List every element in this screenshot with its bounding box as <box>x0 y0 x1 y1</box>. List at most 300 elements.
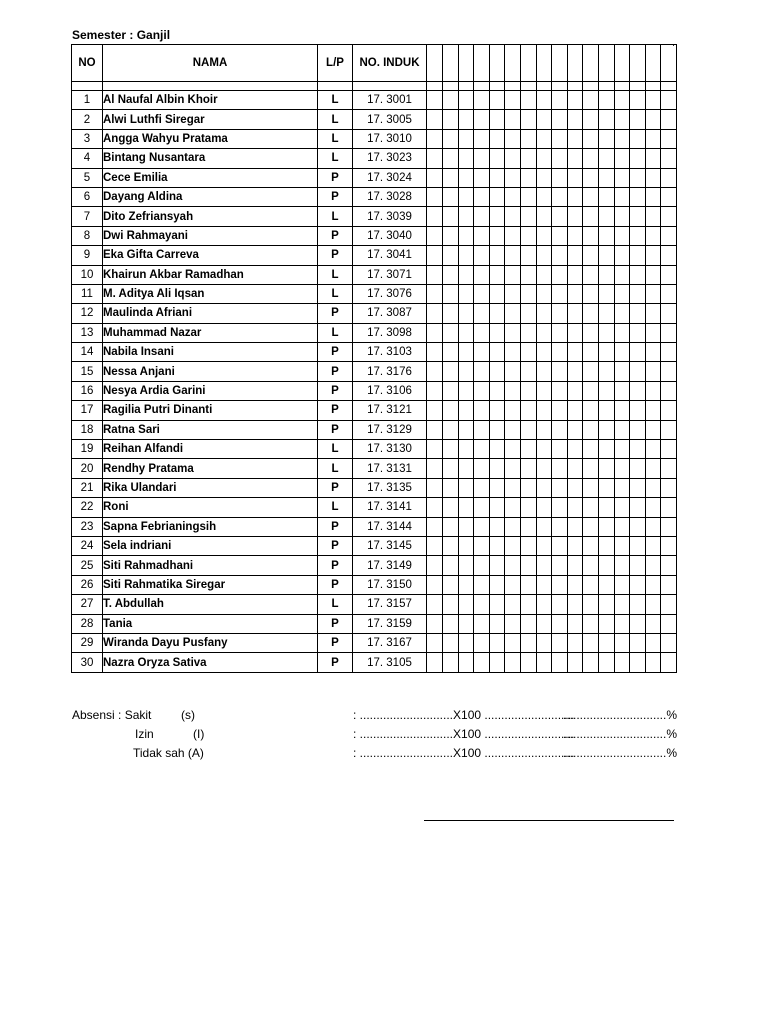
attendance-cell[interactable] <box>645 246 661 265</box>
attendance-cell[interactable] <box>474 595 490 614</box>
attendance-cell[interactable] <box>505 110 521 129</box>
attendance-cell[interactable] <box>661 246 677 265</box>
attendance-cell[interactable] <box>583 168 599 187</box>
attendance-cell[interactable] <box>567 265 583 284</box>
attendance-cell[interactable] <box>552 401 568 420</box>
attendance-cell[interactable] <box>443 265 459 284</box>
attendance-cell[interactable] <box>598 226 614 245</box>
attendance-cell[interactable] <box>536 149 552 168</box>
attendance-cell[interactable] <box>614 517 630 536</box>
attendance-cell[interactable] <box>458 265 474 284</box>
attendance-cell[interactable] <box>567 343 583 362</box>
attendance-cell[interactable] <box>505 440 521 459</box>
attendance-cell[interactable] <box>645 633 661 652</box>
attendance-cell[interactable] <box>645 420 661 439</box>
attendance-cell[interactable] <box>427 459 443 478</box>
attendance-cell[interactable] <box>458 478 474 497</box>
attendance-cell[interactable] <box>474 304 490 323</box>
attendance-cell[interactable] <box>661 207 677 226</box>
attendance-cell[interactable] <box>552 304 568 323</box>
attendance-cell[interactable] <box>645 168 661 187</box>
attendance-cell[interactable] <box>630 595 646 614</box>
attendance-cell[interactable] <box>536 401 552 420</box>
attendance-cell[interactable] <box>520 633 536 652</box>
attendance-cell[interactable] <box>567 129 583 148</box>
attendance-cell[interactable] <box>474 498 490 517</box>
attendance-cell[interactable] <box>489 246 505 265</box>
attendance-cell[interactable] <box>505 498 521 517</box>
attendance-cell[interactable] <box>536 459 552 478</box>
attendance-cell[interactable] <box>520 323 536 342</box>
attendance-cell[interactable] <box>567 381 583 400</box>
attendance-cell[interactable] <box>598 91 614 110</box>
attendance-cell[interactable] <box>505 304 521 323</box>
attendance-cell[interactable] <box>489 343 505 362</box>
attendance-cell[interactable] <box>661 226 677 245</box>
attendance-cell[interactable] <box>583 110 599 129</box>
attendance-cell[interactable] <box>505 207 521 226</box>
attendance-cell[interactable] <box>443 168 459 187</box>
attendance-cell[interactable] <box>552 478 568 497</box>
attendance-cell[interactable] <box>443 226 459 245</box>
attendance-cell[interactable] <box>474 343 490 362</box>
attendance-cell[interactable] <box>536 440 552 459</box>
attendance-cell[interactable] <box>427 110 443 129</box>
attendance-cell[interactable] <box>567 362 583 381</box>
attendance-cell[interactable] <box>630 91 646 110</box>
attendance-cell[interactable] <box>583 91 599 110</box>
attendance-cell[interactable] <box>614 304 630 323</box>
attendance-cell[interactable] <box>458 633 474 652</box>
attendance-cell[interactable] <box>598 149 614 168</box>
attendance-cell[interactable] <box>458 420 474 439</box>
attendance-cell[interactable] <box>661 323 677 342</box>
attendance-cell[interactable] <box>630 110 646 129</box>
attendance-cell[interactable] <box>520 246 536 265</box>
attendance-cell[interactable] <box>583 187 599 206</box>
attendance-cell[interactable] <box>567 440 583 459</box>
attendance-cell[interactable] <box>427 91 443 110</box>
attendance-cell[interactable] <box>645 381 661 400</box>
attendance-cell[interactable] <box>443 323 459 342</box>
attendance-cell[interactable] <box>489 595 505 614</box>
attendance-cell[interactable] <box>489 401 505 420</box>
attendance-cell[interactable] <box>598 478 614 497</box>
attendance-cell[interactable] <box>443 246 459 265</box>
attendance-cell[interactable] <box>661 149 677 168</box>
attendance-cell[interactable] <box>645 343 661 362</box>
attendance-cell[interactable] <box>630 420 646 439</box>
attendance-cell[interactable] <box>520 498 536 517</box>
attendance-cell[interactable] <box>598 536 614 555</box>
attendance-cell[interactable] <box>645 459 661 478</box>
attendance-cell[interactable] <box>489 149 505 168</box>
attendance-cell[interactable] <box>598 498 614 517</box>
attendance-cell[interactable] <box>505 420 521 439</box>
attendance-cell[interactable] <box>489 129 505 148</box>
attendance-cell[interactable] <box>567 304 583 323</box>
attendance-cell[interactable] <box>552 362 568 381</box>
attendance-cell[interactable] <box>474 226 490 245</box>
attendance-cell[interactable] <box>645 478 661 497</box>
attendance-cell[interactable] <box>598 595 614 614</box>
attendance-cell[interactable] <box>614 653 630 672</box>
attendance-cell[interactable] <box>536 168 552 187</box>
attendance-cell[interactable] <box>614 284 630 303</box>
attendance-cell[interactable] <box>645 595 661 614</box>
attendance-cell[interactable] <box>567 498 583 517</box>
attendance-cell[interactable] <box>567 149 583 168</box>
attendance-cell[interactable] <box>630 498 646 517</box>
attendance-cell[interactable] <box>630 304 646 323</box>
attendance-cell[interactable] <box>598 110 614 129</box>
attendance-cell[interactable] <box>427 265 443 284</box>
attendance-cell[interactable] <box>583 246 599 265</box>
attendance-cell[interactable] <box>427 440 443 459</box>
attendance-cell[interactable] <box>614 595 630 614</box>
attendance-cell[interactable] <box>614 556 630 575</box>
attendance-cell[interactable] <box>489 323 505 342</box>
attendance-cell[interactable] <box>474 633 490 652</box>
attendance-cell[interactable] <box>427 381 443 400</box>
attendance-cell[interactable] <box>427 246 443 265</box>
attendance-cell[interactable] <box>567 207 583 226</box>
attendance-cell[interactable] <box>458 614 474 633</box>
attendance-cell[interactable] <box>489 633 505 652</box>
attendance-cell[interactable] <box>614 149 630 168</box>
attendance-cell[interactable] <box>474 440 490 459</box>
attendance-cell[interactable] <box>661 129 677 148</box>
attendance-cell[interactable] <box>458 91 474 110</box>
attendance-cell[interactable] <box>474 149 490 168</box>
attendance-cell[interactable] <box>583 536 599 555</box>
attendance-cell[interactable] <box>661 401 677 420</box>
attendance-cell[interactable] <box>489 614 505 633</box>
attendance-cell[interactable] <box>614 323 630 342</box>
attendance-cell[interactable] <box>645 517 661 536</box>
attendance-cell[interactable] <box>520 304 536 323</box>
attendance-cell[interactable] <box>536 284 552 303</box>
attendance-cell[interactable] <box>598 440 614 459</box>
attendance-cell[interactable] <box>536 110 552 129</box>
attendance-cell[interactable] <box>598 362 614 381</box>
attendance-cell[interactable] <box>598 575 614 594</box>
attendance-cell[interactable] <box>520 653 536 672</box>
attendance-cell[interactable] <box>661 653 677 672</box>
attendance-cell[interactable] <box>443 91 459 110</box>
attendance-cell[interactable] <box>614 187 630 206</box>
attendance-cell[interactable] <box>458 343 474 362</box>
attendance-cell[interactable] <box>443 536 459 555</box>
attendance-cell[interactable] <box>661 420 677 439</box>
attendance-cell[interactable] <box>567 284 583 303</box>
attendance-cell[interactable] <box>443 595 459 614</box>
attendance-cell[interactable] <box>536 265 552 284</box>
attendance-cell[interactable] <box>614 498 630 517</box>
attendance-cell[interactable] <box>645 129 661 148</box>
attendance-cell[interactable] <box>505 633 521 652</box>
attendance-cell[interactable] <box>489 536 505 555</box>
attendance-cell[interactable] <box>552 633 568 652</box>
attendance-cell[interactable] <box>474 614 490 633</box>
attendance-cell[interactable] <box>583 633 599 652</box>
attendance-cell[interactable] <box>567 595 583 614</box>
attendance-cell[interactable] <box>489 478 505 497</box>
attendance-cell[interactable] <box>427 575 443 594</box>
attendance-cell[interactable] <box>536 420 552 439</box>
attendance-cell[interactable] <box>630 517 646 536</box>
attendance-cell[interactable] <box>552 575 568 594</box>
attendance-cell[interactable] <box>552 284 568 303</box>
attendance-cell[interactable] <box>474 536 490 555</box>
attendance-cell[interactable] <box>583 459 599 478</box>
attendance-cell[interactable] <box>552 381 568 400</box>
attendance-cell[interactable] <box>598 323 614 342</box>
attendance-cell[interactable] <box>614 246 630 265</box>
attendance-cell[interactable] <box>474 517 490 536</box>
attendance-cell[interactable] <box>536 207 552 226</box>
attendance-cell[interactable] <box>520 284 536 303</box>
attendance-cell[interactable] <box>489 653 505 672</box>
attendance-cell[interactable] <box>427 556 443 575</box>
attendance-cell[interactable] <box>520 459 536 478</box>
attendance-cell[interactable] <box>443 362 459 381</box>
attendance-cell[interactable] <box>583 304 599 323</box>
attendance-cell[interactable] <box>614 91 630 110</box>
attendance-cell[interactable] <box>552 246 568 265</box>
attendance-cell[interactable] <box>614 362 630 381</box>
attendance-cell[interactable] <box>536 323 552 342</box>
attendance-cell[interactable] <box>489 440 505 459</box>
attendance-cell[interactable] <box>614 168 630 187</box>
attendance-cell[interactable] <box>536 478 552 497</box>
attendance-cell[interactable] <box>567 110 583 129</box>
attendance-cell[interactable] <box>552 517 568 536</box>
attendance-cell[interactable] <box>598 420 614 439</box>
attendance-cell[interactable] <box>598 459 614 478</box>
attendance-cell[interactable] <box>505 478 521 497</box>
attendance-cell[interactable] <box>552 343 568 362</box>
attendance-cell[interactable] <box>567 459 583 478</box>
attendance-cell[interactable] <box>567 556 583 575</box>
attendance-cell[interactable] <box>661 517 677 536</box>
attendance-cell[interactable] <box>443 498 459 517</box>
attendance-cell[interactable] <box>505 129 521 148</box>
attendance-cell[interactable] <box>505 575 521 594</box>
attendance-cell[interactable] <box>552 226 568 245</box>
attendance-cell[interactable] <box>443 478 459 497</box>
attendance-cell[interactable] <box>427 226 443 245</box>
attendance-cell[interactable] <box>630 207 646 226</box>
attendance-cell[interactable] <box>645 614 661 633</box>
attendance-cell[interactable] <box>427 304 443 323</box>
attendance-cell[interactable] <box>552 207 568 226</box>
attendance-cell[interactable] <box>474 420 490 439</box>
attendance-cell[interactable] <box>552 440 568 459</box>
attendance-cell[interactable] <box>458 362 474 381</box>
attendance-cell[interactable] <box>474 401 490 420</box>
attendance-cell[interactable] <box>489 362 505 381</box>
attendance-cell[interactable] <box>661 284 677 303</box>
attendance-cell[interactable] <box>458 459 474 478</box>
attendance-cell[interactable] <box>567 323 583 342</box>
attendance-cell[interactable] <box>630 226 646 245</box>
attendance-cell[interactable] <box>427 149 443 168</box>
attendance-cell[interactable] <box>458 207 474 226</box>
attendance-cell[interactable] <box>443 129 459 148</box>
attendance-cell[interactable] <box>661 168 677 187</box>
attendance-cell[interactable] <box>614 207 630 226</box>
attendance-cell[interactable] <box>598 304 614 323</box>
attendance-cell[interactable] <box>567 536 583 555</box>
attendance-cell[interactable] <box>520 343 536 362</box>
attendance-cell[interactable] <box>567 420 583 439</box>
attendance-cell[interactable] <box>443 207 459 226</box>
attendance-cell[interactable] <box>520 149 536 168</box>
attendance-cell[interactable] <box>552 149 568 168</box>
attendance-cell[interactable] <box>552 653 568 672</box>
attendance-cell[interactable] <box>661 110 677 129</box>
attendance-cell[interactable] <box>567 653 583 672</box>
attendance-cell[interactable] <box>614 420 630 439</box>
attendance-cell[interactable] <box>645 110 661 129</box>
attendance-cell[interactable] <box>583 653 599 672</box>
attendance-cell[interactable] <box>661 440 677 459</box>
attendance-cell[interactable] <box>489 498 505 517</box>
attendance-cell[interactable] <box>614 478 630 497</box>
attendance-cell[interactable] <box>583 440 599 459</box>
attendance-cell[interactable] <box>505 323 521 342</box>
attendance-cell[interactable] <box>489 556 505 575</box>
attendance-cell[interactable] <box>661 91 677 110</box>
attendance-cell[interactable] <box>583 575 599 594</box>
attendance-cell[interactable] <box>505 653 521 672</box>
attendance-cell[interactable] <box>474 556 490 575</box>
attendance-cell[interactable] <box>661 536 677 555</box>
attendance-cell[interactable] <box>661 633 677 652</box>
attendance-cell[interactable] <box>614 401 630 420</box>
attendance-cell[interactable] <box>489 420 505 439</box>
attendance-cell[interactable] <box>427 653 443 672</box>
attendance-cell[interactable] <box>536 187 552 206</box>
attendance-cell[interactable] <box>505 536 521 555</box>
attendance-cell[interactable] <box>474 187 490 206</box>
attendance-cell[interactable] <box>427 498 443 517</box>
attendance-cell[interactable] <box>443 614 459 633</box>
attendance-cell[interactable] <box>520 129 536 148</box>
attendance-cell[interactable] <box>505 91 521 110</box>
attendance-cell[interactable] <box>583 265 599 284</box>
attendance-cell[interactable] <box>598 614 614 633</box>
attendance-cell[interactable] <box>567 633 583 652</box>
attendance-cell[interactable] <box>520 110 536 129</box>
attendance-cell[interactable] <box>458 168 474 187</box>
attendance-cell[interactable] <box>661 265 677 284</box>
attendance-cell[interactable] <box>661 343 677 362</box>
attendance-cell[interactable] <box>536 653 552 672</box>
attendance-cell[interactable] <box>614 614 630 633</box>
attendance-cell[interactable] <box>520 187 536 206</box>
attendance-cell[interactable] <box>520 401 536 420</box>
attendance-cell[interactable] <box>505 362 521 381</box>
attendance-cell[interactable] <box>661 381 677 400</box>
attendance-cell[interactable] <box>505 226 521 245</box>
attendance-cell[interactable] <box>661 478 677 497</box>
attendance-cell[interactable] <box>645 149 661 168</box>
attendance-cell[interactable] <box>427 284 443 303</box>
attendance-cell[interactable] <box>598 207 614 226</box>
attendance-cell[interactable] <box>520 381 536 400</box>
attendance-cell[interactable] <box>520 614 536 633</box>
attendance-cell[interactable] <box>645 187 661 206</box>
attendance-cell[interactable] <box>552 556 568 575</box>
attendance-cell[interactable] <box>443 517 459 536</box>
attendance-cell[interactable] <box>458 149 474 168</box>
attendance-cell[interactable] <box>443 440 459 459</box>
attendance-cell[interactable] <box>505 381 521 400</box>
attendance-cell[interactable] <box>536 362 552 381</box>
attendance-cell[interactable] <box>630 323 646 342</box>
attendance-cell[interactable] <box>630 362 646 381</box>
attendance-cell[interactable] <box>474 91 490 110</box>
attendance-cell[interactable] <box>552 459 568 478</box>
attendance-cell[interactable] <box>630 633 646 652</box>
attendance-cell[interactable] <box>489 91 505 110</box>
attendance-cell[interactable] <box>598 168 614 187</box>
attendance-cell[interactable] <box>630 575 646 594</box>
attendance-cell[interactable] <box>661 614 677 633</box>
attendance-cell[interactable] <box>427 633 443 652</box>
attendance-cell[interactable] <box>552 110 568 129</box>
attendance-cell[interactable] <box>520 517 536 536</box>
attendance-cell[interactable] <box>520 226 536 245</box>
attendance-cell[interactable] <box>489 575 505 594</box>
attendance-cell[interactable] <box>536 91 552 110</box>
attendance-cell[interactable] <box>489 459 505 478</box>
attendance-cell[interactable] <box>427 401 443 420</box>
attendance-cell[interactable] <box>567 91 583 110</box>
attendance-cell[interactable] <box>505 149 521 168</box>
attendance-cell[interactable] <box>598 517 614 536</box>
attendance-cell[interactable] <box>630 381 646 400</box>
attendance-cell[interactable] <box>443 343 459 362</box>
attendance-cell[interactable] <box>474 459 490 478</box>
attendance-cell[interactable] <box>536 633 552 652</box>
attendance-cell[interactable] <box>661 362 677 381</box>
attendance-cell[interactable] <box>489 284 505 303</box>
attendance-cell[interactable] <box>520 595 536 614</box>
attendance-cell[interactable] <box>583 323 599 342</box>
attendance-cell[interactable] <box>583 207 599 226</box>
attendance-cell[interactable] <box>536 343 552 362</box>
attendance-cell[interactable] <box>474 575 490 594</box>
attendance-cell[interactable] <box>474 381 490 400</box>
attendance-cell[interactable] <box>567 246 583 265</box>
attendance-cell[interactable] <box>443 653 459 672</box>
attendance-cell[interactable] <box>645 440 661 459</box>
attendance-cell[interactable] <box>598 246 614 265</box>
attendance-cell[interactable] <box>598 343 614 362</box>
attendance-cell[interactable] <box>536 556 552 575</box>
attendance-cell[interactable] <box>427 420 443 439</box>
attendance-cell[interactable] <box>583 498 599 517</box>
attendance-cell[interactable] <box>458 440 474 459</box>
attendance-cell[interactable] <box>630 459 646 478</box>
attendance-cell[interactable] <box>630 653 646 672</box>
attendance-cell[interactable] <box>505 595 521 614</box>
attendance-cell[interactable] <box>567 168 583 187</box>
attendance-cell[interactable] <box>458 498 474 517</box>
